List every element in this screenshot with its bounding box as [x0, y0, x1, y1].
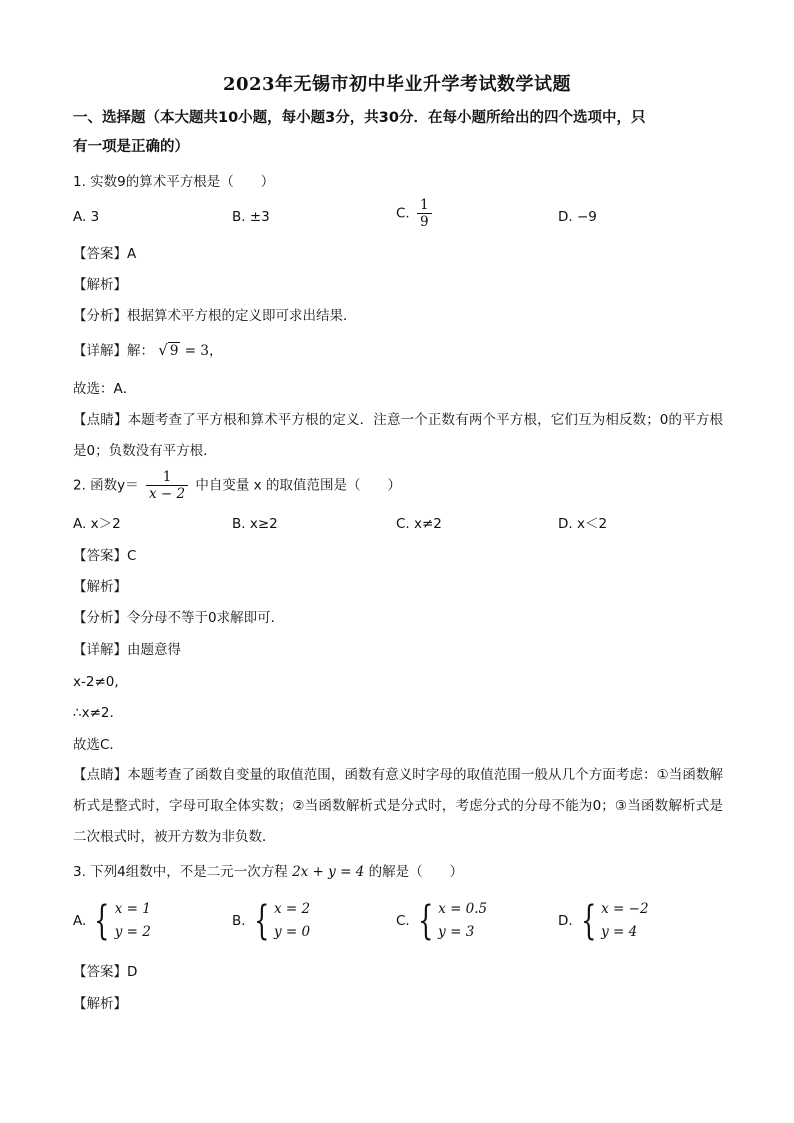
- q2-xiangjie: 【详解】由题意得: [73, 642, 181, 658]
- q1-option-c-fraction: [417, 197, 432, 230]
- q1-stem: 1. 实数9的算术平方根是（ ）: [73, 174, 275, 190]
- q2-option-a: A. x＞2: [73, 516, 121, 532]
- q2-option-c: C. x≠2: [396, 516, 442, 532]
- q3-option-b-label: B.: [232, 913, 246, 929]
- equation-system: [396, 898, 487, 944]
- q1-xiangjie-label: 【详解】解：: [73, 343, 154, 359]
- q3-option-a: [73, 898, 151, 944]
- q2-stem: [73, 469, 723, 502]
- q3-stem-after: 的解是（ ）: [368, 864, 464, 880]
- equation-system: [73, 898, 151, 944]
- fraction-numerator: 1: [420, 197, 429, 213]
- document-title: 2023年无锡市初中毕业升学考试数学试题: [222, 74, 572, 95]
- fraction-denominator: 9: [417, 213, 432, 230]
- left-brace-icon: {: [580, 898, 597, 944]
- q2-step-1: x-2≠0,: [73, 674, 119, 690]
- q1-xiangjie-result: = 3，: [184, 343, 223, 359]
- q3-option-c: [396, 898, 487, 944]
- q2-option-d: D. x＜2: [558, 516, 608, 532]
- q2-dianjing: 【点睛】本题考查了函数自变量的取值范围，函数有意义时字母的取值范围一般从几个方面考虑：①当函数解析式是整式时，字母可取全体实数；②当函数解析式是分式时，考虑分式的分母不能为0；③当函数解析式是二次根式时，被开方数为非负数．: [73, 767, 723, 845]
- system-lines: [274, 898, 310, 944]
- system-lines: [438, 898, 487, 944]
- q2-stem-after: 中自变量 x 的取值范围是（ ）: [195, 477, 401, 494]
- section-heading-line2: 有一项是正确的）: [73, 139, 189, 155]
- q2-fenxi: 【分析】令分母不等于0求解即可．: [73, 610, 285, 626]
- system-line-1: x = 0.5: [438, 901, 488, 917]
- q3-answer: 【答案】D: [73, 964, 138, 980]
- radicand: 9: [169, 343, 179, 359]
- left-brace-icon: {: [417, 898, 434, 944]
- radical-sign: √: [158, 341, 168, 359]
- system-lines: [601, 898, 648, 944]
- q1-analysis-label: 【解析】: [73, 277, 127, 293]
- equation-system: [232, 898, 310, 944]
- left-brace-icon: {: [253, 898, 269, 944]
- q1-conclusion: 故选：A．: [73, 381, 137, 397]
- system-line-2: y = 0: [274, 924, 311, 940]
- q3-option-c-label: C.: [396, 913, 410, 929]
- system-line-2: y = 2: [114, 924, 151, 940]
- fraction-numerator: 1: [162, 469, 172, 485]
- q2-conclusion: 故选C．: [73, 737, 123, 753]
- q1-option-c: [396, 197, 435, 230]
- q2-analysis-label: 【解析】: [73, 579, 127, 595]
- system-line-1: x = 1: [114, 901, 151, 917]
- system-line-1: x = −2: [601, 901, 649, 917]
- q3-analysis-label: 【解析】: [73, 996, 127, 1012]
- q1-option-c-label: C.: [396, 205, 410, 222]
- q1-dianjing: 【点睛】本题考查了平方根和算术平方根的定义．注意一个正数有两个平方根，它们互为相反数；0的平方根是0；负数没有平方根．: [73, 412, 723, 459]
- q2-stem-before: 2. 函数y＝: [73, 477, 139, 494]
- q1-fenxi: 【分析】根据算术平方根的定义即可求出结果．: [73, 308, 357, 324]
- fraction-denominator: x − 2: [146, 485, 188, 502]
- q1-xiangjie: [73, 341, 723, 361]
- equation-system: [558, 898, 649, 944]
- q1-option-b: B. ±3: [232, 209, 270, 225]
- system-lines: [115, 898, 151, 944]
- q2-stem-fraction: [146, 469, 188, 502]
- q1-answer: 【答案】A: [73, 246, 137, 262]
- left-brace-icon: {: [94, 898, 110, 944]
- q3-option-b: [232, 898, 310, 944]
- q2-answer: 【答案】C: [73, 548, 137, 564]
- q3-option-a-label: A.: [73, 913, 87, 929]
- q3-equation: 2x + y = 4: [292, 864, 365, 880]
- q2-step-2: ∴x≠2.: [73, 705, 114, 721]
- q1-option-a: A. 3: [73, 209, 100, 225]
- system-line-1: x = 2: [274, 901, 311, 917]
- q3-option-d: [558, 898, 649, 944]
- q3-stem: [73, 862, 723, 882]
- section-heading-line1: 一、选择题（本大题共10小题，每小题3分，共30分．在每小题所给出的四个选项中，只: [73, 110, 646, 126]
- system-line-2: y = 4: [601, 924, 638, 940]
- q3-stem-before: 3. 下列4组数中，不是二元一次方程: [73, 864, 288, 880]
- q1-option-d: D. −9: [558, 209, 597, 225]
- section-heading: [73, 104, 723, 162]
- square-root: [158, 341, 180, 359]
- q3-option-d-label: D.: [558, 913, 573, 929]
- system-line-2: y = 3: [438, 924, 475, 940]
- q2-option-b: B. x≥2: [232, 516, 278, 532]
